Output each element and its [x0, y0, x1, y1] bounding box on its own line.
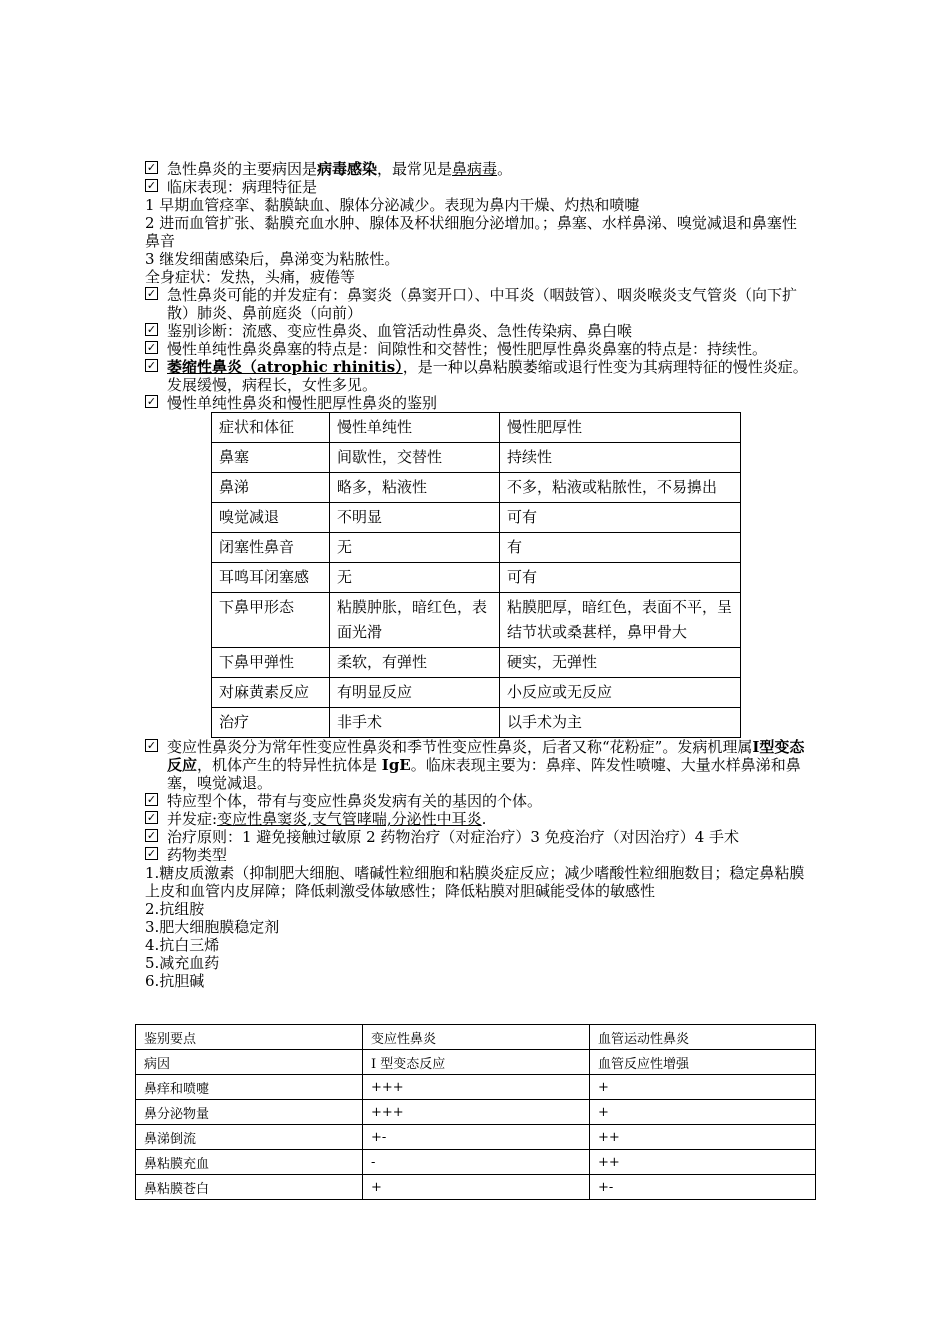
table-cell: +- [590, 1175, 816, 1200]
table-cell: 症状和体征 [212, 413, 330, 443]
table-cell: 小反应或无反应 [500, 678, 741, 708]
table-row [212, 503, 741, 533]
drug-1: 1.糖皮质激素（抑制肥大细胞、嗜碱性粒细胞和粘膜炎症反应；减少嗜酸性粒细胞数目；稳定鼻粘膜上皮和血管内皮屏障；降低刺激受体敏感性；降低粘膜对胆碱能受体的敏感性 [145, 864, 805, 900]
drug-6: 6.抗胆碱 [145, 972, 205, 990]
table-cell: 不多，粘液或粘脓性，不易擤出 [500, 473, 741, 503]
table-cell: 有明显反应 [330, 678, 500, 708]
checkbox-icon: ✓ [146, 793, 157, 806]
bullet-atrophic: ✓ 萎缩性鼻炎（atrophic rhinitis），是一种以鼻粘膜萎缩或退行性变为其病理特征的慢性炎症。发展缓慢，病程长，女性多见。 [146, 358, 808, 394]
bullet-allergic: ✓ 变应性鼻炎分为常年性变应性鼻炎和季节性变应性鼻炎，后者又称“花粉症”。发病机理属Ⅰ型变态反应，机体产生的特异性抗体是 IgE。临床表现主要为：鼻痒、阵发性喷嚏、大量水样鼻涕和鼻塞，嗅觉减退。 [146, 738, 805, 792]
table-row [136, 1025, 816, 1050]
table-cell: 持续性 [500, 443, 741, 473]
table-cell: 治疗 [212, 708, 330, 738]
table-cell: 下鼻甲形态 [212, 593, 330, 648]
table-cell: 慢性肥厚性 [500, 413, 741, 443]
drug-4: 4.抗白三烯 [145, 936, 220, 954]
table-cell: 鼻分泌物量 [136, 1100, 363, 1125]
table-cell: 嗅觉减退 [212, 503, 330, 533]
bullet-complications: ✓ 急性鼻炎可能的并发症有：鼻窦炎（鼻窦开口）、中耳炎（咽鼓管）、咽炎喉炎支气管炎（向下扩散）肺炎、鼻前庭炎（向前） [146, 286, 798, 322]
table-row [212, 533, 741, 563]
stage-2: 2 进而血管扩张、黏膜充血水肿、腺体及杯状细胞分泌增加。；鼻塞、水样鼻涕、嗅觉减退和鼻塞性鼻音 [145, 214, 797, 250]
table-row [212, 563, 741, 593]
table-cell: 柔软，有弹性 [330, 648, 500, 678]
checkbox-icon: ✓ [146, 323, 157, 336]
checkbox-icon: ✓ [146, 179, 157, 192]
table-cell: +++ [363, 1075, 590, 1100]
table-cell: 鼻涕 [212, 473, 330, 503]
stage-1: 1 早期血管痉挛、黏膜缺血、腺体分泌减少。表现为鼻内干燥、灼热和喷嚏 [145, 196, 640, 214]
table-row [136, 1125, 816, 1150]
table-cell: 可有 [500, 563, 741, 593]
table-cell: ++ [590, 1125, 816, 1150]
table-cell: 鼻粘膜充血 [136, 1150, 363, 1175]
rhinitis-comparison-table [135, 1024, 816, 1200]
table-cell: 慢性单纯性 [330, 413, 500, 443]
table-cell: 间歇性，交替性 [330, 443, 500, 473]
bullet-diagnosis: ✓ 鉴别诊断：流感、变应性鼻炎、血管活动性鼻炎、急性传染病、鼻白喉 [146, 322, 633, 340]
bullet-etiology: ✓ 急性鼻炎的主要病因是病毒感染，最常见是鼻病毒。 [146, 160, 513, 178]
checkbox-icon: ✓ [146, 739, 157, 752]
table-cell: 耳鸣耳闭塞感 [212, 563, 330, 593]
table-cell: - [363, 1150, 590, 1175]
table-cell: 鼻涕倒流 [136, 1125, 363, 1150]
checkbox-icon: ✓ [146, 359, 157, 372]
table-cell: 有 [500, 533, 741, 563]
table-cell: 鉴别要点 [136, 1025, 363, 1050]
table-cell: +++ [363, 1100, 590, 1125]
drug-3: 3.肥大细胞膜稳定剂 [145, 918, 280, 936]
table-cell: 粘膜肥厚，暗红色，表面不平，呈结节状或桑葚样，鼻甲骨大 [500, 593, 741, 648]
table-cell: 无 [330, 563, 500, 593]
table-cell: 可有 [500, 503, 741, 533]
table-row [136, 1150, 816, 1175]
table-cell: + [363, 1175, 590, 1200]
bullet-table-title: ✓ 慢性单纯性鼻炎和慢性肥厚性鼻炎的鉴别 [146, 394, 438, 412]
bullet-drugs: ✓ 药物类型 [146, 846, 228, 864]
checkbox-icon: ✓ [146, 811, 157, 824]
table-row [136, 1175, 816, 1200]
table-row [136, 1075, 816, 1100]
table-cell: 病因 [136, 1050, 363, 1075]
checkbox-icon: ✓ [146, 395, 157, 408]
table-cell: +- [363, 1125, 590, 1150]
table-row [136, 1100, 816, 1125]
table-cell: 以手术为主 [500, 708, 741, 738]
table-cell: 变应性鼻炎 [363, 1025, 590, 1050]
table-cell: 血管运动性鼻炎 [590, 1025, 816, 1050]
bullet-obstruction: ✓ 慢性单纯性鼻炎鼻塞的特点是：间隙性和交替性；慢性肥厚性鼻炎鼻塞的特点是：持续性。 [146, 340, 768, 358]
checkbox-icon: ✓ [146, 287, 157, 300]
drug-5: 5.减充血药 [145, 954, 220, 972]
drug-2: 2.抗组胺 [145, 900, 205, 918]
table-row [212, 473, 741, 503]
table-cell: 硬实，无弹性 [500, 648, 741, 678]
table-cell: 粘膜肿胀，暗红色，表面光滑 [330, 593, 500, 648]
bullet-treatment: ✓ 治疗原则：1 避免接触过敏原 2 药物治疗（对症治疗）3 免疫治疗（对因治疗）4 手术 [146, 828, 740, 846]
bullet-allergic-complications: ✓ 并发症:变应性鼻窦炎,支气管哮喘,分泌性中耳炎. [146, 810, 487, 828]
table-cell: 不明显 [330, 503, 500, 533]
table-row [212, 413, 741, 443]
table-row [212, 648, 741, 678]
table-cell: ++ [590, 1150, 816, 1175]
checkbox-icon: ✓ [146, 829, 157, 842]
table-row [136, 1050, 816, 1075]
table-cell: 鼻痒和喷嚏 [136, 1075, 363, 1100]
table-cell: 血管反应性增强 [590, 1050, 816, 1075]
checkbox-icon: ✓ [146, 847, 157, 860]
table-cell: 对麻黄素反应 [212, 678, 330, 708]
table-cell: + [590, 1075, 816, 1100]
table-row [212, 443, 741, 473]
table-cell: 下鼻甲弹性 [212, 648, 330, 678]
table-cell: 鼻塞 [212, 443, 330, 473]
bullet-atopic: ✓ 特应型个体，带有与变应性鼻炎发病有关的基因的个体。 [146, 792, 543, 810]
table-cell: 闭塞性鼻音 [212, 533, 330, 563]
checkbox-icon: ✓ [146, 161, 157, 174]
systemic-symptoms: 全身症状：发热，头痛，疲倦等 [145, 268, 356, 286]
checkbox-icon: ✓ [146, 341, 157, 354]
table-cell: 鼻粘膜苍白 [136, 1175, 363, 1200]
table-cell: 非手术 [330, 708, 500, 738]
stage-3: 3 继发细菌感染后，鼻涕变为粘脓性。 [145, 250, 400, 268]
table-row [212, 708, 741, 738]
table-row [212, 593, 741, 648]
chronic-rhinitis-table [211, 412, 741, 738]
table-row [212, 678, 741, 708]
document-body [145, 160, 810, 990]
bullet-clinical: ✓ 临床表现：病理特征是 [146, 178, 318, 196]
table-cell: I 型变态反应 [363, 1050, 590, 1075]
table-cell: + [590, 1100, 816, 1125]
table-cell: 无 [330, 533, 500, 563]
table-cell: 略多，粘液性 [330, 473, 500, 503]
